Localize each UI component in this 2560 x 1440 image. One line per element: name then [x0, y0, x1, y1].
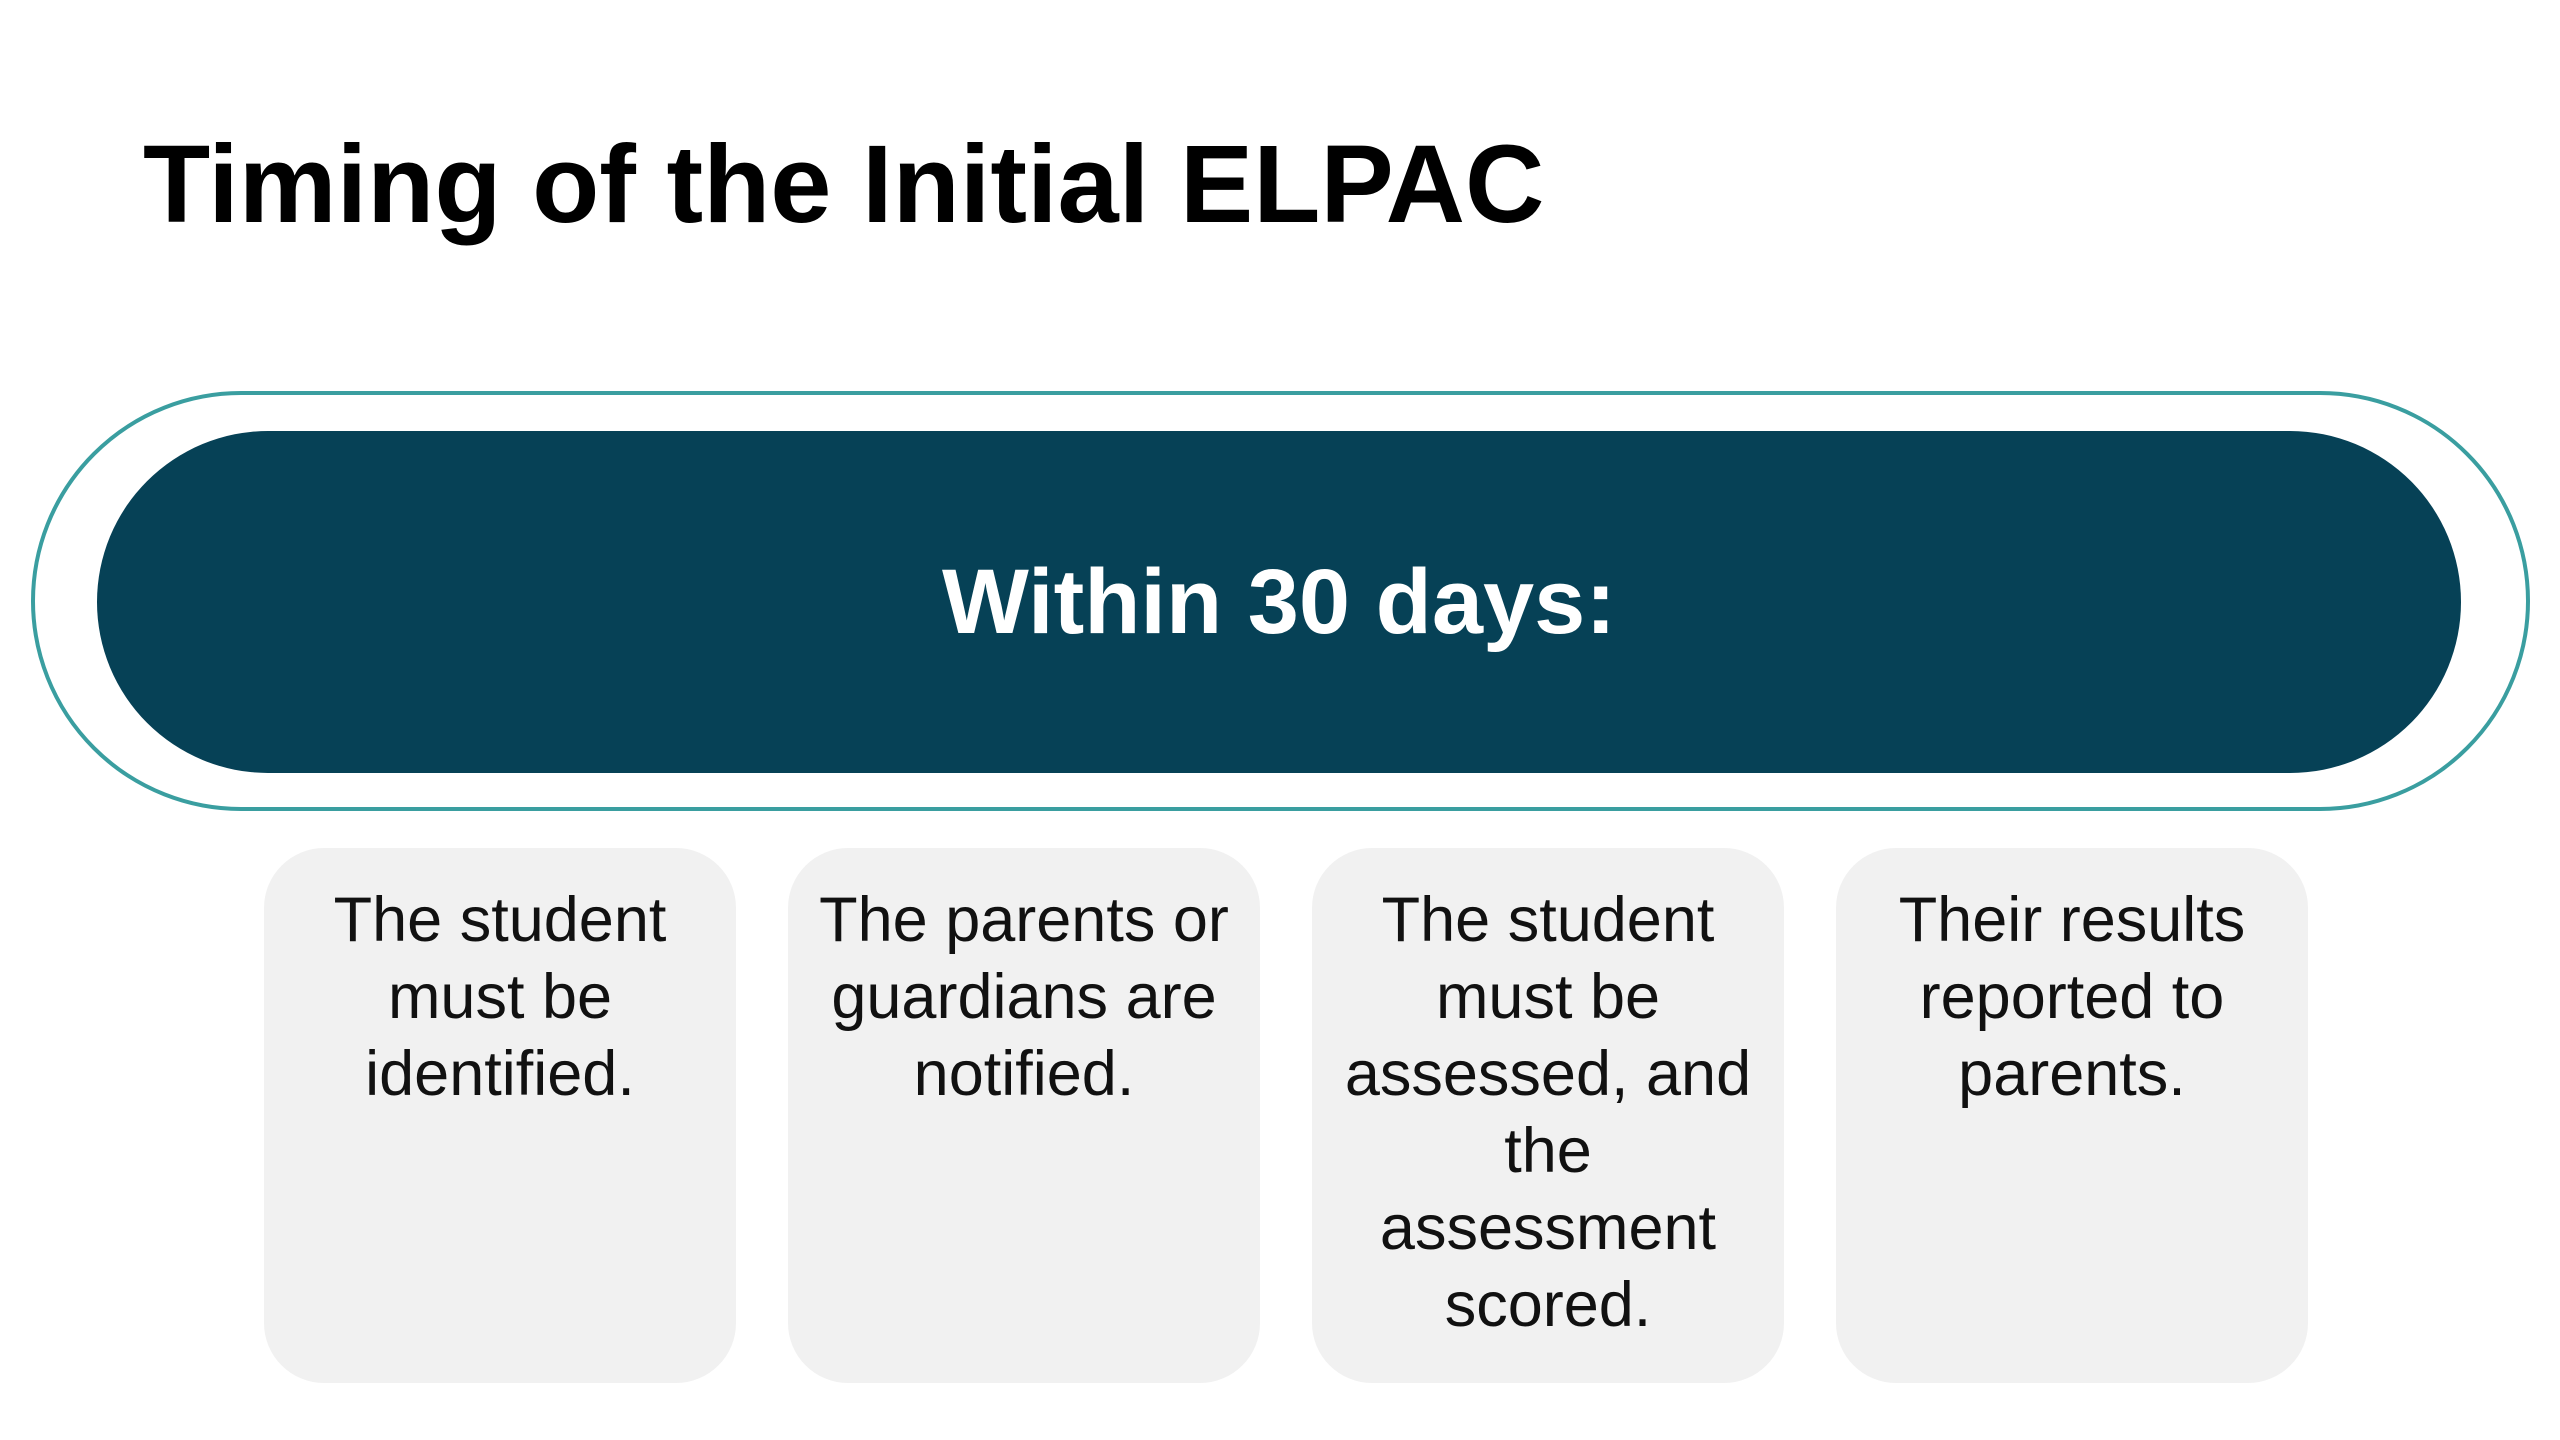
- step-card-assess: [1312, 848, 1784, 1383]
- step-text: The student must be assessed, and the assessment scored.: [1344, 885, 1752, 1340]
- step-card-report: [1836, 848, 2308, 1383]
- timeframe-label: Within 30 days:: [942, 550, 1616, 653]
- step-text: The parents or guardians are notified.: [819, 885, 1229, 1109]
- step-list: [264, 848, 2310, 1383]
- slide-title: Timing of the Initial ELPAC: [143, 123, 1545, 246]
- step-text: The student must be identified.: [333, 885, 667, 1109]
- step-card-identify: [264, 848, 736, 1383]
- step-text: Their results reported to parents.: [1898, 885, 2246, 1109]
- timeframe-banner: [97, 431, 2461, 773]
- step-card-notify: [788, 848, 1260, 1383]
